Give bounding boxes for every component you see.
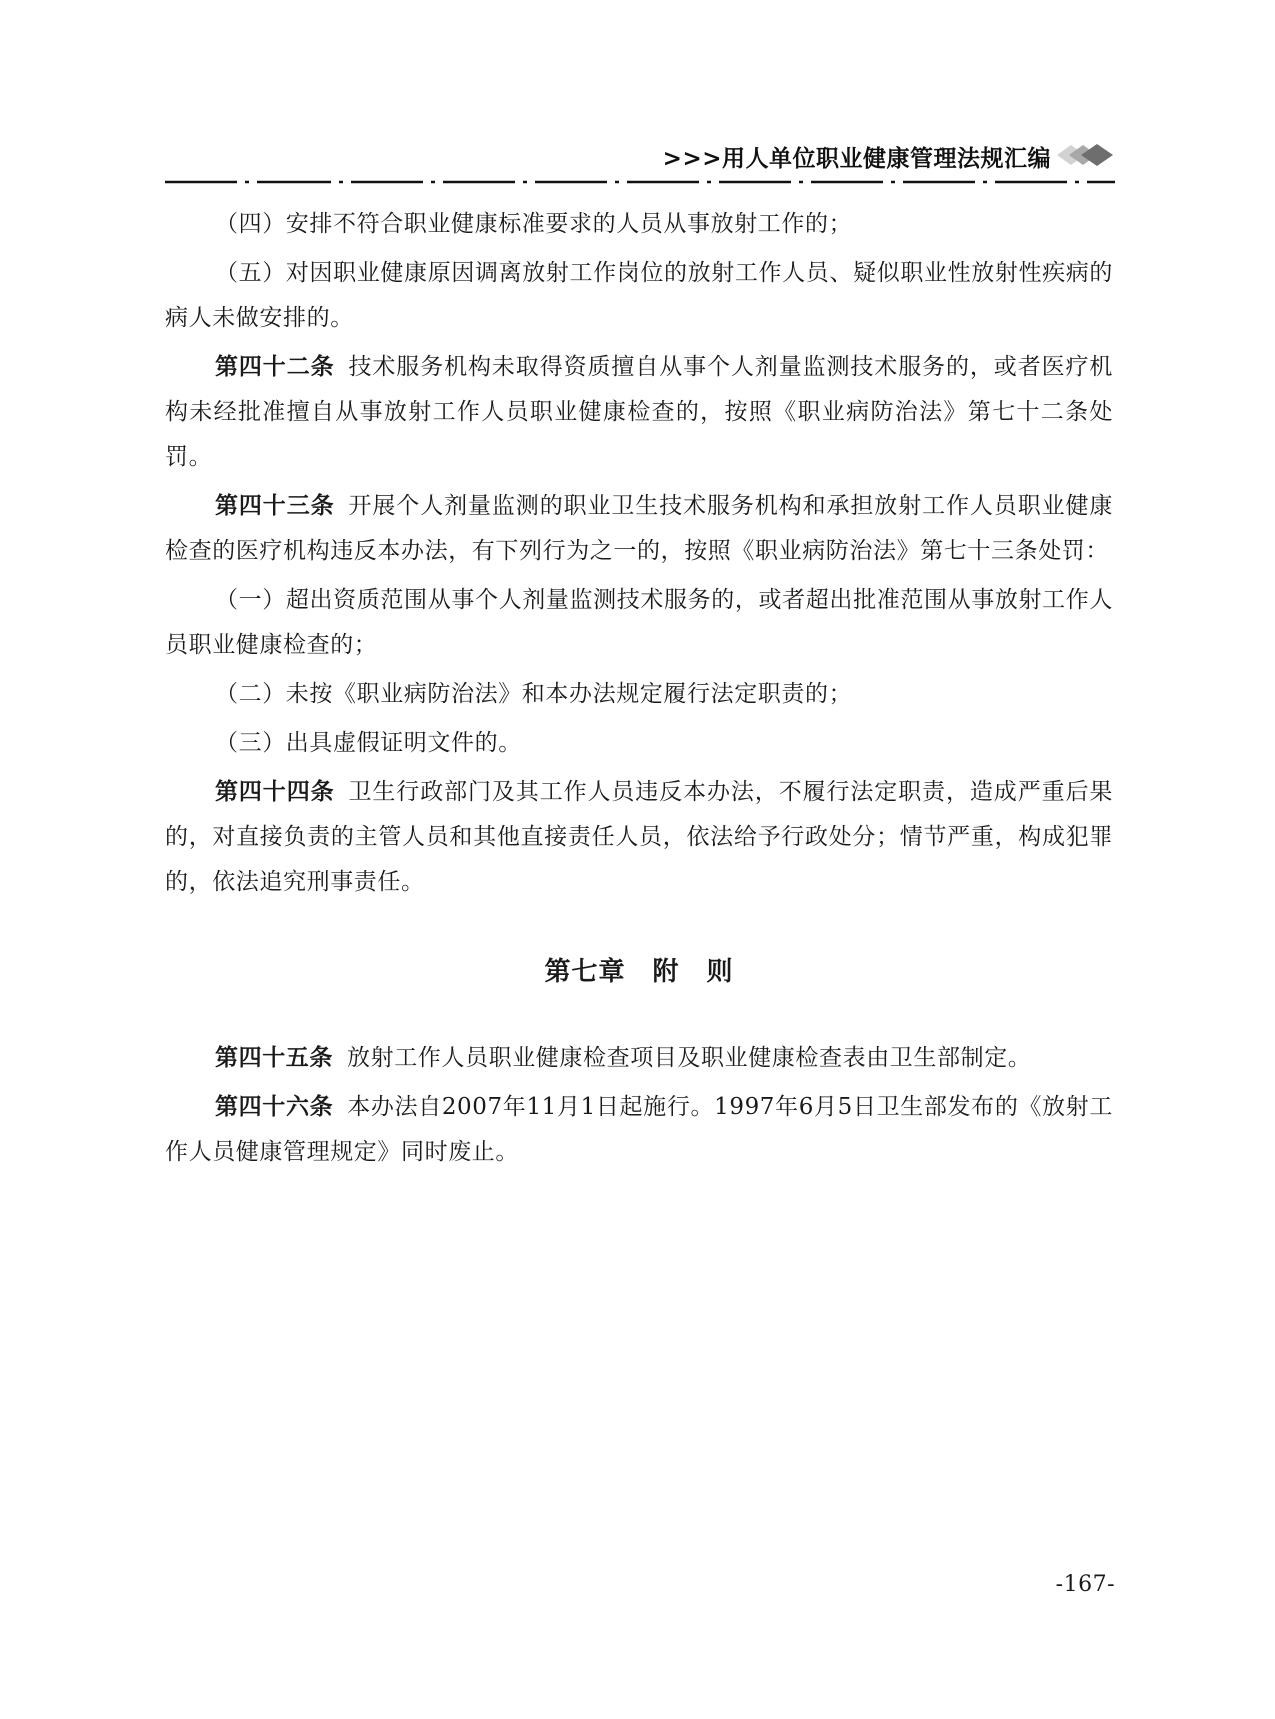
- paragraph: （一）超出资质范围从事个人剂量监测技术服务的，或者超出批准范围从事放射工作人员职业健康检查的；: [165, 587, 1113, 658]
- paragraph: （二）未按《职业病防治法》和本办法规定履行法定职责的；: [215, 681, 853, 707]
- page-body: [165, 202, 1113, 1179]
- paragraph: （五）对因职业健康原因调离放射工作岗位的放射工作人员、疑似职业性放射性疾病的病人未做安排的。: [165, 260, 1113, 331]
- article-number: 第四十六条: [215, 1094, 334, 1120]
- article-number: 第四十四条: [215, 779, 335, 805]
- header-dashed-rule: [165, 178, 1115, 186]
- article-number: 第四十二条: [215, 354, 335, 380]
- paragraph: （四）安排不符合职业健康标准要求的人员从事放射工作的；: [215, 211, 853, 237]
- article-45: 第四十五条 放射工作人员职业健康检查项目及职业健康检查表由卫生部制定。: [215, 1045, 1032, 1071]
- article-number: 第四十五条: [215, 1045, 333, 1071]
- running-header: [165, 132, 1115, 194]
- article-44: 第四十四条 卫生行政部门及其工作人员违反本办法，不履行法定职责，造成严重后果的，对直接负责的主管人员和其他直接责任人员，依法给予行政处分；情节严重，构成犯罪的，依法追究刑事责任。: [165, 779, 1113, 895]
- article-46: 第四十六条 本办法自2007年11月1日起施行。1997年6月5日卫生部发布的《放射工作人员健康管理规定》同时废止。: [165, 1094, 1113, 1165]
- page-number: -167-: [1055, 1572, 1115, 1597]
- diamond-ornament-icon: [1055, 142, 1115, 168]
- chapter-title: 第七章 附 则: [544, 957, 734, 987]
- paragraph: （三）出具虚假证明文件的。: [215, 730, 522, 756]
- header-title: >>>用人单位职业健康管理法规汇编: [662, 145, 1051, 172]
- article-42: 第四十二条 技术服务机构未取得资质擅自从事个人剂量监测技术服务的，或者医疗机构未经批准擅自从事放射工作人员职业健康检查的，按照《职业病防治法》第七十二条处罚。: [165, 354, 1113, 470]
- article-43: 第四十三条 开展个人剂量监测的职业卫生技术服务机构和承担放射工作人员职业健康检查的医疗机构违反本办法，有下列行为之一的，按照《职业病防治法》第七十三条处罚：: [165, 493, 1113, 564]
- article-number: 第四十三条: [215, 493, 335, 519]
